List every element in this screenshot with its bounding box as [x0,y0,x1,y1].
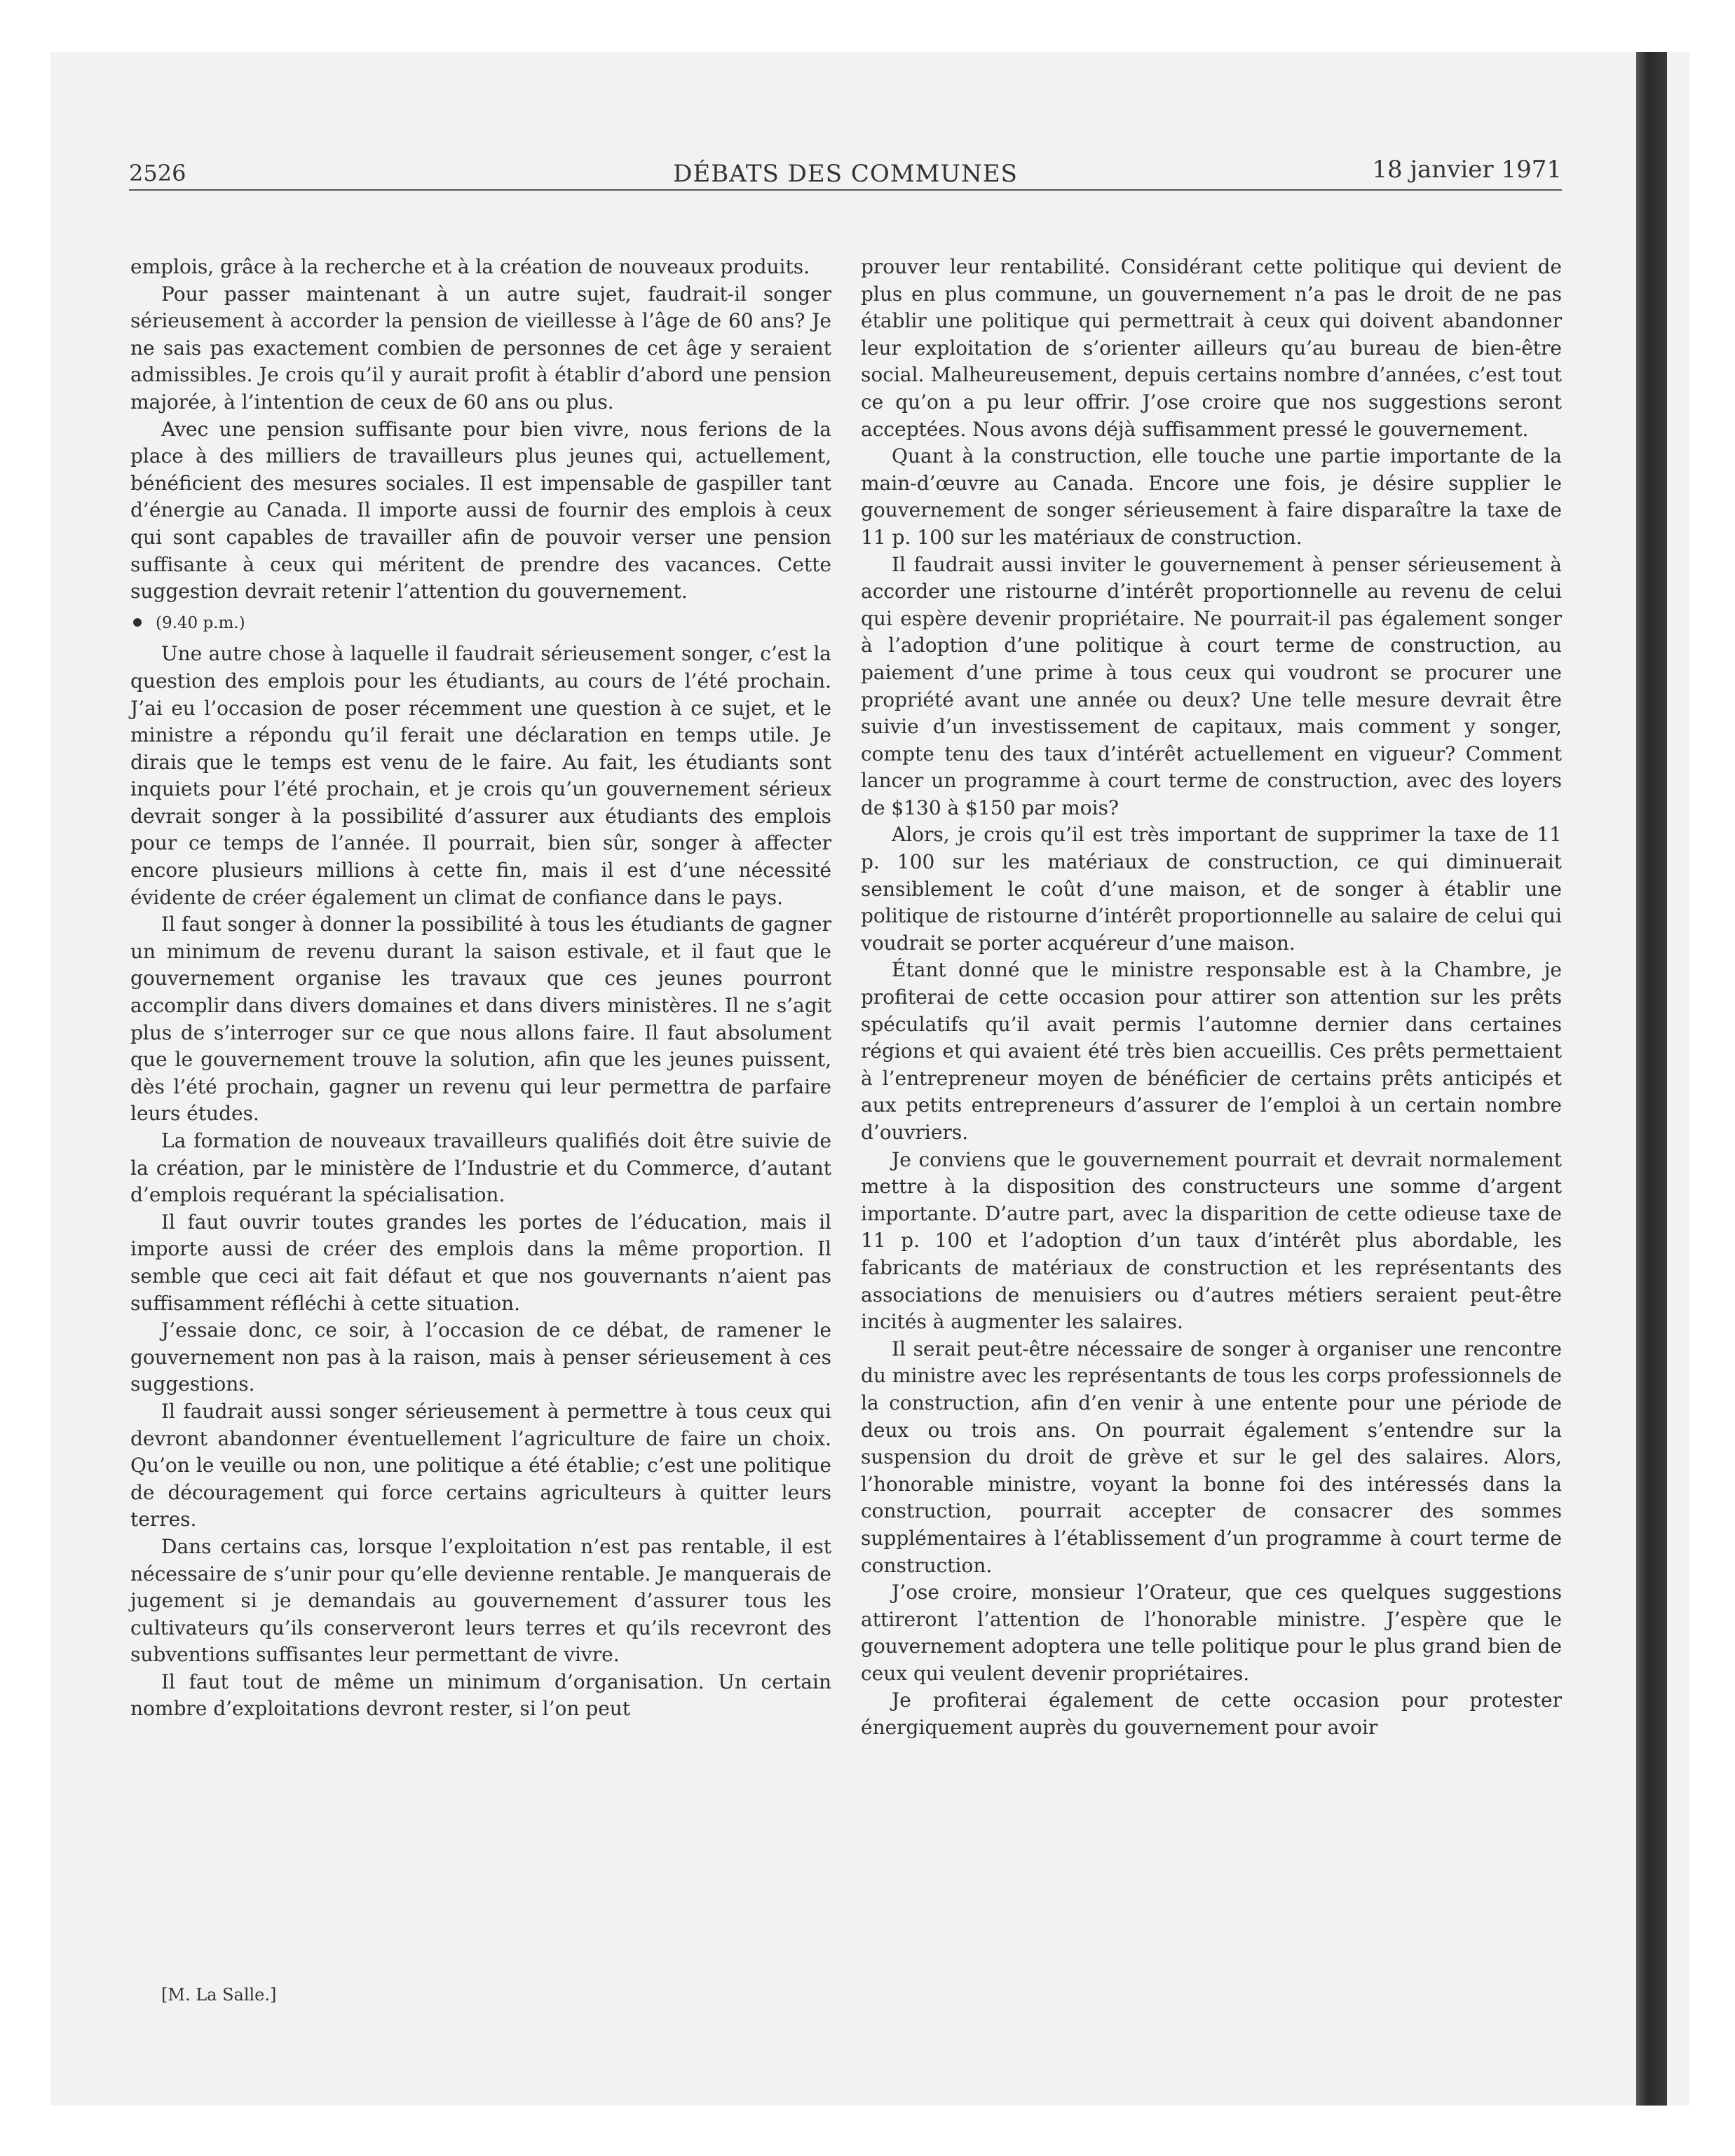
paragraph: Quant à la construction, elle touche une partie importante de la main-d’œuvre au Canada. Encore une fois, je désire supplier le gouvernement de songer sérieusement à faire disparaître la taxe de 11 p. 100 sur les matériaux de construction. [861,444,1562,549]
paragraph: La formation de nouveaux travailleurs qualifiés doit être suivie de la création, par le ministère de l’Industrie et du Commerce, d’autant d’emplois requérant la spécialisation. [130,1129,831,1207]
publication-date: 18 janvier 1971 [1372,156,1562,184]
bullet-icon [133,618,142,627]
paragraph: Il faut tout de même un minimum d’organisation. Un certain nombre d’exploitations devront rester, si l’on peut [130,1670,831,1721]
time-marker [130,610,831,637]
publication-title: DÉBATS DES COMMUNES [673,160,1018,188]
paragraph: Une autre chose à laquelle il faudrait sérieusement songer, c’est la question des emplois pour les étudiants, au cours de l’été prochain. J’ai eu l’occasion de poser récemment une question à ce sujet, et le ministre a répondu qu’il ferait une déclaration en temps utile. Je dirais que le temps est venu de le faire. Au fait, les étudiants sont inquiets pour l’été prochain, et je crois qu’un gouvernement sérieux devrait songer à la possibilité d’assurer aux étudiants des emplois pour ce temps de l’année. Il pourrait, bien sûr, songer à affecter encore plusieurs millions à cette fin, mais il est d’une nécessité évidente de créer également un climat de confiance dans le pays. [130,642,831,909]
paragraph: Il serait peut-être nécessaire de songer à organiser une rencontre du ministre avec les représentants de tous les corps professionnels de la construction, afin d’en venir à une entente pour une période de deux ou trois ans. On pourrait également s’entendre sur la suspension du droit de grève et sur le gel des salaires. Alors, l’honorable ministre, voyant la bonne foi des intéressés dans la construction, pourrait accepter de consacrer des sommes supplémentaires à l’établissement d’un programme à court terme de construction. [861,1337,1562,1577]
paragraph: emplois, grâce à la recherche et à la création de nouveaux produits. [130,255,810,278]
page-header [129,150,1562,191]
paragraph: Étant donné que le ministre responsable est à la Chambre, je profiterai de cette occasion pour attirer son attention sur les prêts spéculatifs qu’il avait permis l’automne dernier dans certaines régions et qui avaient été très bien accueillis. Ces prêts permettaient à l’entrepreneur moyen de bénéficier de certains prêts anticipés et aux petits entrepreneurs d’assurer de l’emploi à un certain nombre d’ouvriers. [861,958,1562,1144]
paragraph: Il faut ouvrir toutes grandes les portes de l’éducation, mais il importe aussi de créer des emplois dans la même proportion. Il semble que ceci ait fait défaut et que nos gouvernants n’aient pas suffisamment réfléchi à cette situation. [130,1210,831,1315]
paragraph: Je profiterai également de cette occasion pour protester énergiquement auprès du gouvernement pour avoir [861,1688,1562,1740]
paragraph: Pour passer maintenant à un autre sujet, faudrait-il songer sérieusement à accorder la pension de vieillesse à l’âge de 60 ans? Je ne sais pas exactement combien de personnes de cet âge y seraient admissibles. Je crois qu’il y aurait profit à établir d’abord une pension majorée, à l’intention de ceux de 60 ans ou plus. [130,282,831,414]
header-rule [129,189,1562,191]
book-spine-shadow [1636,52,1667,2106]
paragraph: Alors, je crois qu’il est très important de supprimer la taxe de 11 p. 100 sur les matériaux de construction, ce qui diminuerait sensiblement le coût d’une maison, et de songer à établir une politique de ristourne d’intérêt proportionnelle au salaire de celui qui voudrait se porter acquéreur d’une maison. [861,823,1562,955]
paragraph: Je conviens que le gouvernement pourrait et devrait normalement mettre à la disposition des constructeurs une somme d’argent importante. D’autre part, avec la disparition de cette odieuse taxe de 11 p. 100 et l’adoption d’un taux d’intérêt plus abordable, les fabricants de matériaux de construction et les représentants des associations de menuisiers ou d’autres métiers seraient peut-être incités à augmenter les salaires. [861,1147,1562,1334]
page-number: 2526 [129,160,186,186]
paragraph: Il faudrait aussi inviter le gouvernement à penser sérieusement à accorder une ristourne d’intérêt proportionnelle au revenu de celui qui espère devenir propriétaire. Ne pourrait-il pas également songer à l’adoption d’une politique à court terme de construction, au paiement d’une prime à tous ceux qui voudront se procurer une propriété avant une année ou deux? Une telle mesure devrait être suivie d’un investissement de capitaux, mais comment y songer, compte tenu des taux d’intérêt actuellement en vigueur? Comment lancer un programme à court terme de construction, avec des loyers de $130 à $150 par mois? [861,552,1562,819]
paragraph: Il faut songer à donner la possibilité à tous les étudiants de gagner un minimum de revenu durant la saison estivale, et il faut que le gouvernement organise les travaux que ces jeunes pourront accomplir dans divers domaines et dans divers ministères. Il ne s’agit plus de s’interroger sur ce que nous allons faire. Il faut absolument que le gouvernement trouve la solution, afin que les jeunes puissent, dès l’été prochain, gagner un revenu qui leur permettra de parfaire leurs études. [130,913,831,1126]
left-column [130,254,831,1723]
paragraph: prouver leur rentabilité. Considérant cette politique qui devient de plus en plus commune, un gouvernement n’a pas le droit de ne pas établir une politique qui permettrait à ceux qui doivent abandonner leur exploitation de s’orienter ailleurs qu’au bureau de bien-être social. Malheureusement, depuis certains nombre d’années, c’est tout ce qu’on a pu leur offrir. J’ose croire que nos suggestions seront acceptées. Nous avons déjà suffisamment pressé le gouvernement. [861,255,1562,441]
paragraph: J’ose croire, monsieur l’Orateur, que ces quelques suggestions attireront l’attention de l’honorable ministre. J’espère que le gouvernement adoptera une telle politique pour le plus grand bien de ceux qui veulent devenir propriétaires. [861,1581,1562,1685]
paragraph: Dans certains cas, lorsque l’exploitation n’est pas rentable, il est nécessaire de s’unir pour qu’elle devienne rentable. Je manquerais de jugement si je demandais au gouvernement d’assurer tous les cultivateurs qu’ils conserveront leurs terres et qu’ils recevront des subventions suffisantes leur permettant de vivre. [130,1534,831,1667]
paragraph: J’essaie donc, ce soir, à l’occasion de ce débat, de ramener le gouvernement non pas à la raison, mais à penser sérieusement à ces suggestions. [130,1318,831,1396]
paragraph: Il faudrait aussi songer sérieusement à permettre à tous ceux qui devront abandonner éventuellement l’agriculture de faire un choix. Qu’on le veuille ou non, une politique a été établie; c’est une politique de découragement qui force certains agriculteurs à quitter leurs terres. [130,1399,831,1531]
time-marker-text: (9.40 p.m.) [156,613,245,632]
speaker-attribution: [M. La Salle.] [161,1985,277,2005]
right-column [861,254,1562,1742]
paragraph: Avec une pension suffisante pour bien vivre, nous ferions de la place à des milliers de travailleurs plus jeunes qui, actuellement, bénéficient des mesures sociales. Il est impensable de gaspiller tant d’énergie au Canada. Il importe aussi de fournir des emplois à ceux qui sont capables de travailler afin de pouvoir verser une pension suffisante à ceux qui méritent de prendre des vacances. Cette suggestion devrait retenir l’attention du gouvernement. [130,417,831,603]
